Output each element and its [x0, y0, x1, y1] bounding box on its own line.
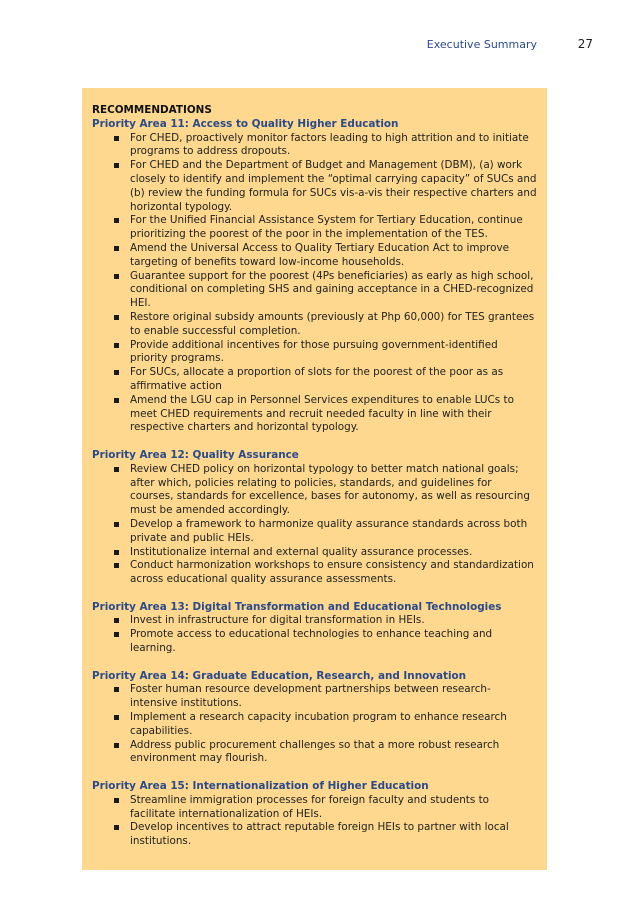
list-item: Conduct harmonization workshops to ensure consistency and standardization across educational quality assurance assessments. [92, 559, 537, 587]
list-item: Invest in infrastructure for digital transformation in HEIs. [92, 614, 537, 628]
list-item: Implement a research capacity incubation program to enhance research capabilities. [92, 711, 537, 739]
list-item: Streamline immigration processes for foreign faculty and students to facilitate internationalization of HEIs. [92, 794, 537, 822]
list-item: Provide additional incentives for those pursuing government-identified priority programs. [92, 339, 537, 367]
running-header-section: Executive Summary [426, 38, 537, 51]
list-item: Restore original subsidy amounts (previously at Php 60,000) for TES grantees to enable successful completion. [92, 311, 537, 339]
priority-area-title: Priority Area 12: Quality Assurance [92, 448, 299, 461]
list-item: Address public procurement challenges so that a more robust research environment may flourish. [92, 739, 537, 767]
list-item: For CHED, proactively monitor factors leading to high attrition and to initiate programs to address dropouts. [92, 132, 537, 160]
priority-area-13 [92, 601, 537, 656]
recommendation-list [92, 132, 537, 436]
priority-area-11 [92, 118, 537, 435]
list-item: Develop incentives to attract reputable foreign HEIs to partner with local institutions. [92, 821, 537, 849]
list-item: Develop a framework to harmonize quality assurance standards across both private and public HEIs. [92, 518, 537, 546]
recommendation-list [92, 794, 537, 849]
priority-area-title: Priority Area 11: Access to Quality Higher Education [92, 117, 399, 130]
list-item: For the Unified Financial Assistance System for Tertiary Education, continue prioritizing the poorest of the poor in the implementation of the TES. [92, 214, 537, 242]
priority-area-title: Priority Area 14: Graduate Education, Research, and Innovation [92, 669, 467, 682]
priority-area-14 [92, 670, 537, 767]
page-header [0, 38, 638, 52]
recommendation-list [92, 683, 537, 766]
list-item: Amend the Universal Access to Quality Tertiary Education Act to improve targeting of benefits toward low-income households. [92, 242, 537, 270]
recommendation-list [92, 463, 537, 587]
recommendation-list [92, 614, 537, 655]
recommendations-box [82, 88, 547, 870]
list-item: Institutionalize internal and external quality assurance processes. [92, 546, 537, 560]
list-item: For SUCs, allocate a proportion of slots for the poorest of the poor as as affirmative action [92, 366, 537, 394]
priority-area-title: Priority Area 15: Internationalization of Higher Education [92, 780, 429, 793]
list-item: Amend the LGU cap in Personnel Services expenditures to enable LUCs to meet CHED requirements and recruit needed faculty in line with their respective charters and horizontal typology. [92, 394, 537, 435]
priority-area-title: Priority Area 13: Digital Transformation and Educational Technologies [92, 600, 502, 613]
priority-area-15 [92, 780, 537, 849]
page-number: 27 [577, 37, 593, 51]
priority-area-12 [92, 449, 537, 587]
list-item: Review CHED policy on horizontal typology to better match national goals; after which, policies relating to policies, standards, and guidelines for courses, standards for excellence, bases for autonomy, as well as resourcing must be amended accordingly. [92, 463, 537, 518]
list-item: Promote access to educational technologies to enhance teaching and learning. [92, 628, 537, 656]
list-item: Guarantee support for the poorest (4Ps beneficiaries) as early as high school, conditional on completing SHS and gaining acceptance in a CHED-recognized HEI. [92, 270, 537, 311]
list-item: For CHED and the Department of Budget and Management (DBM), (a) work closely to identify and implement the “optimal carrying capacity” of SUCs and (b) review the funding formula for SUCs vis-a-vis their respective charters and horizontal typology. [92, 159, 537, 214]
list-item: Foster human resource development partnerships between research-intensive institutions. [92, 683, 537, 711]
recommendations-title: RECOMMENDATIONS [92, 104, 212, 116]
